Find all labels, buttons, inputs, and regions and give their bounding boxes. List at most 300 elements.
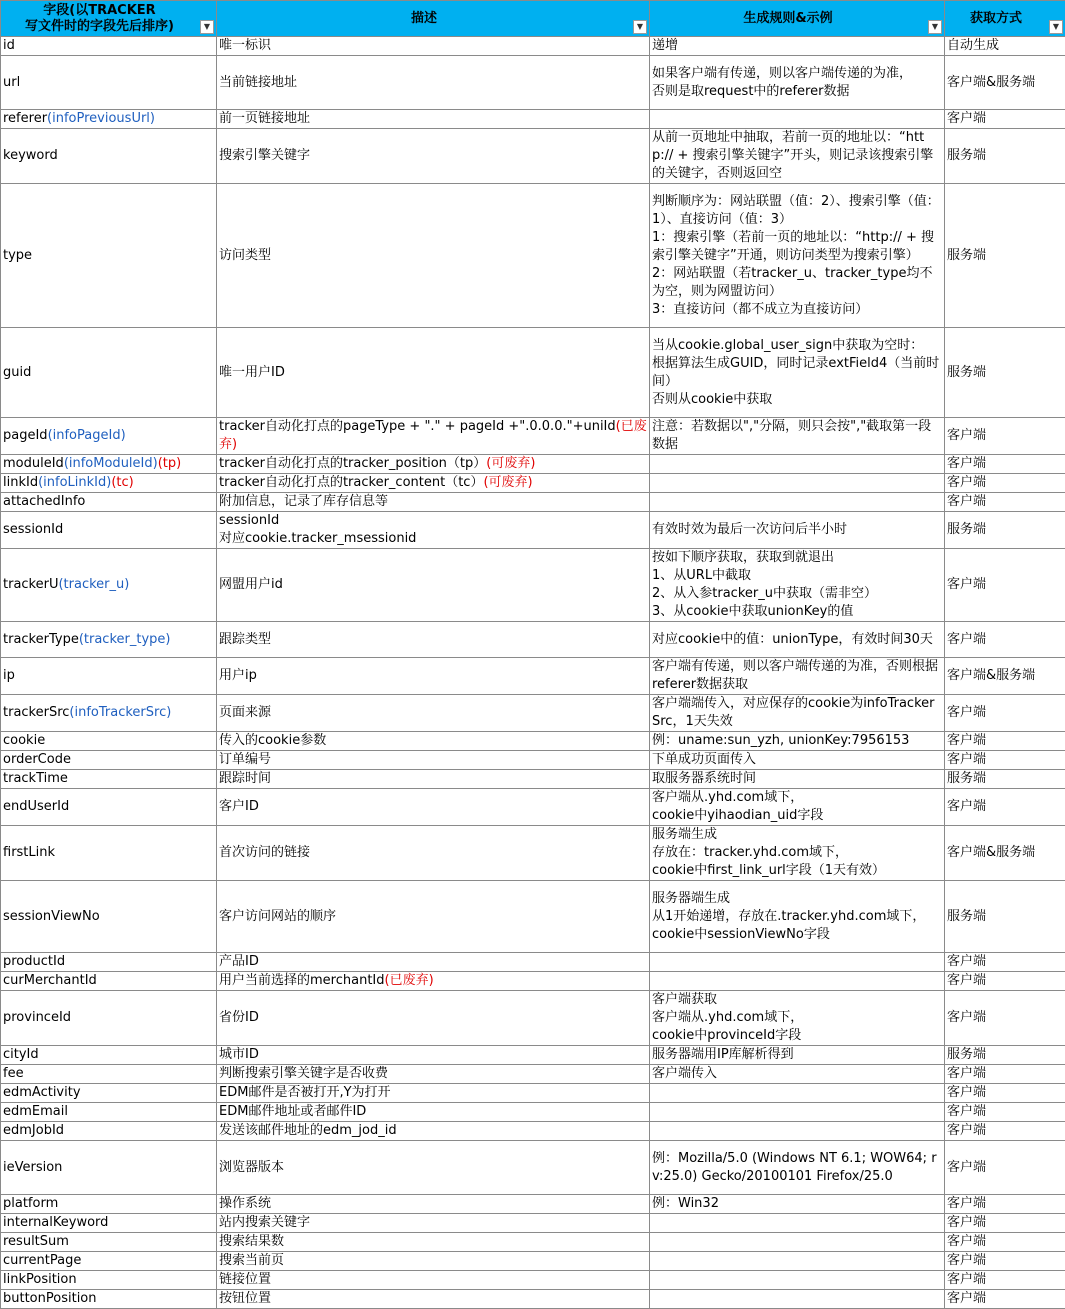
source-text: 客户端 <box>947 1215 986 1230</box>
description-cell[interactable] <box>217 695 650 732</box>
table-row <box>1 622 1065 658</box>
table-row <box>1 881 1065 953</box>
rule-line: 客户端传入 <box>652 1065 942 1083</box>
rule-cell[interactable] <box>650 1122 945 1141</box>
description-cell[interactable] <box>217 732 650 751</box>
description-cell[interactable] <box>217 328 650 418</box>
description-cell[interactable] <box>217 1141 650 1195</box>
field-name: moduleId <box>3 456 64 471</box>
source-cell[interactable] <box>945 953 1065 972</box>
field-cell[interactable] <box>1 455 217 474</box>
source-cell[interactable] <box>945 972 1065 991</box>
source-cell[interactable] <box>945 328 1065 418</box>
rule-cell[interactable] <box>650 1214 945 1233</box>
source-text: 服务端 <box>947 365 986 380</box>
description-text: 用户当前选择的merchantId <box>219 973 385 988</box>
description-text: tracker自动化打点的tracker_content（tc） <box>219 475 483 490</box>
table-row <box>1 512 1065 549</box>
rule-cell[interactable] <box>650 37 945 56</box>
rule-cell[interactable] <box>650 1103 945 1122</box>
source-cell[interactable] <box>945 770 1065 789</box>
description-text: 传入的cookie参数 <box>219 733 326 748</box>
rule-line: 客户端有传递，则以客户端传递的为准，否则根据referer数据获取 <box>652 658 942 694</box>
description-text: EDM邮件是否被打开,Y为打开 <box>219 1085 391 1100</box>
description-cell[interactable] <box>217 474 650 493</box>
rule-line: 例：uname:sun_yzh, unionKey:7956153 <box>652 732 942 750</box>
field-name: guid <box>3 365 31 380</box>
rule-cell[interactable] <box>650 695 945 732</box>
description-text: 城市ID <box>219 1047 259 1062</box>
header-description[interactable] <box>217 1 650 37</box>
header-field-line-1: 字段(以TRACKER <box>3 3 196 19</box>
rule-cell[interactable] <box>650 1046 945 1065</box>
rule-cell[interactable] <box>650 1065 945 1084</box>
field-cell[interactable] <box>1 751 217 770</box>
description-cell[interactable] <box>217 881 650 953</box>
dropdown-arrow-icon[interactable]: ▼ <box>633 20 647 34</box>
description-text: 首次访问的链接 <box>219 845 310 860</box>
rule-line: 下单成功页面传入 <box>652 751 942 769</box>
rule-line: 按如下顺序获取，获取到就退出 <box>652 549 942 567</box>
source-cell[interactable] <box>945 622 1065 658</box>
source-cell[interactable] <box>945 1214 1065 1233</box>
field-cell[interactable] <box>1 184 217 328</box>
field-name: sessionId <box>3 522 63 537</box>
source-text: 客户端 <box>947 1085 986 1100</box>
field-cell[interactable] <box>1 1103 217 1122</box>
rule-line: 客户端从.yhd.com域下， <box>652 1009 942 1027</box>
header-source-label: 获取方式 <box>947 11 1045 27</box>
field-cell[interactable] <box>1 1141 217 1195</box>
field-cell[interactable] <box>1 328 217 418</box>
table-row <box>1 695 1065 732</box>
table-row <box>1 1065 1065 1084</box>
table-row <box>1 418 1065 455</box>
field-name: resultSum <box>3 1234 69 1249</box>
deprecated-note: (可废弃) <box>483 475 532 490</box>
field-note: (tp) <box>158 456 182 471</box>
description-cell[interactable] <box>217 622 650 658</box>
description-cell[interactable] <box>217 991 650 1046</box>
source-cell[interactable] <box>945 1046 1065 1065</box>
description-cell[interactable] <box>217 455 650 474</box>
source-cell[interactable] <box>945 129 1065 184</box>
source-text: 客户端 <box>947 577 986 592</box>
field-cell[interactable] <box>1 770 217 789</box>
description-cell[interactable] <box>217 1195 650 1214</box>
field-name: endUserId <box>3 799 69 814</box>
field-name: trackerU <box>3 577 58 592</box>
description-cell[interactable] <box>217 826 650 881</box>
rule-line: 服务器端生成 <box>652 890 942 908</box>
rule-cell[interactable] <box>650 1271 945 1290</box>
rule-cell[interactable] <box>650 493 945 512</box>
source-cell[interactable] <box>945 549 1065 622</box>
table-row <box>1 1195 1065 1214</box>
description-cell[interactable] <box>217 110 650 129</box>
field-name: provinceId <box>3 1010 71 1025</box>
table-body <box>1 37 1065 1309</box>
source-cell[interactable] <box>945 826 1065 881</box>
field-cell[interactable] <box>1 1271 217 1290</box>
rule-line: 有效时效为最后一次访问后半小时 <box>652 521 942 539</box>
rule-line: 取服务器系统时间 <box>652 770 942 788</box>
source-text: 服务端 <box>947 909 986 924</box>
table-row <box>1 110 1065 129</box>
rule-line: 服务器端用IP库解析得到 <box>652 1046 942 1064</box>
source-text: 客户端 <box>947 632 986 647</box>
rule-cell[interactable] <box>650 658 945 695</box>
description-text: 访问类型 <box>219 248 271 263</box>
description-cell[interactable] <box>217 129 650 184</box>
rule-cell[interactable] <box>650 953 945 972</box>
rule-cell[interactable] <box>650 1252 945 1271</box>
description-text: 客户访问网站的顺序 <box>219 909 336 924</box>
description-text: 发送该邮件地址的edm_jod_id <box>219 1123 397 1138</box>
table-row <box>1 1252 1065 1271</box>
table-row <box>1 1233 1065 1252</box>
dropdown-arrow-icon[interactable]: ▼ <box>1049 20 1063 34</box>
description-cell[interactable] <box>217 37 650 56</box>
rule-line: 客户端从.yhd.com域下， <box>652 789 942 807</box>
source-cell[interactable] <box>945 418 1065 455</box>
header-field[interactable] <box>1 1 217 37</box>
table-row <box>1 1122 1065 1141</box>
field-cell[interactable] <box>1 474 217 493</box>
table-row <box>1 1290 1065 1309</box>
header-rule[interactable] <box>650 1 945 37</box>
field-cell[interactable] <box>1 512 217 549</box>
source-cell[interactable] <box>945 789 1065 826</box>
source-cell[interactable] <box>945 1252 1065 1271</box>
source-text: 客户端&服务端 <box>947 668 1035 683</box>
table-row <box>1 493 1065 512</box>
rule-line: 例：Mozilla/5.0 (Windows NT 6.1; WOW64; rv:25.0) Gecko/20100101 Firefox/25.0 <box>652 1150 942 1186</box>
field-cell[interactable] <box>1 953 217 972</box>
field-cell[interactable] <box>1 789 217 826</box>
source-cell[interactable] <box>945 881 1065 953</box>
rule-cell[interactable] <box>650 789 945 826</box>
table-row <box>1 826 1065 881</box>
rule-line: 否则从cookie中获取 <box>652 391 942 409</box>
description-cell[interactable] <box>217 493 650 512</box>
source-text: 客户端 <box>947 1253 986 1268</box>
description-text: 搜索引擎关键字 <box>219 148 310 163</box>
source-cell[interactable] <box>945 732 1065 751</box>
description-cell[interactable] <box>217 1065 650 1084</box>
field-cell[interactable] <box>1 549 217 622</box>
description-cell[interactable] <box>217 953 650 972</box>
field-name: trackerType <box>3 632 79 647</box>
table-row <box>1 972 1065 991</box>
field-name: edmJobId <box>3 1123 64 1138</box>
field-cell[interactable] <box>1 972 217 991</box>
field-name: internalKeyword <box>3 1215 108 1230</box>
source-cell[interactable] <box>945 1084 1065 1103</box>
field-cell[interactable] <box>1 110 217 129</box>
description-text: 当前链接地址 <box>219 75 297 90</box>
description-cell[interactable] <box>217 418 650 455</box>
source-text: 客户端 <box>947 954 986 969</box>
rule-cell[interactable] <box>650 770 945 789</box>
table-row <box>1 953 1065 972</box>
rule-cell[interactable] <box>650 418 945 455</box>
table-row <box>1 129 1065 184</box>
source-cell[interactable] <box>945 1141 1065 1195</box>
field-cell[interactable] <box>1 1084 217 1103</box>
description-text: 省份ID <box>219 1010 259 1025</box>
rule-cell[interactable] <box>650 1084 945 1103</box>
field-cell[interactable] <box>1 1195 217 1214</box>
source-cell[interactable] <box>945 1065 1065 1084</box>
source-cell[interactable] <box>945 37 1065 56</box>
field-cell[interactable] <box>1 991 217 1046</box>
field-name: sessionViewNo <box>3 909 100 924</box>
description-text: 网盟用户id <box>219 577 283 592</box>
rule-line: cookie中yihaodian_uid字段 <box>652 807 942 825</box>
header-row <box>1 1 1065 37</box>
header-field-line-2: 写文件时的字段先后排序) <box>3 19 196 35</box>
description-text: 前一页链接地址 <box>219 111 310 126</box>
field-cell[interactable] <box>1 658 217 695</box>
field-cell[interactable] <box>1 418 217 455</box>
source-text: 客户端 <box>947 1196 986 1211</box>
rule-line: 客户端端传入，对应保存的cookie为infoTrackerSrc，1天失效 <box>652 695 942 731</box>
field-cell[interactable] <box>1 881 217 953</box>
rule-line: 客户端获取 <box>652 991 942 1009</box>
rule-cell[interactable] <box>650 991 945 1046</box>
field-name: fee <box>3 1066 24 1081</box>
rule-line: 对应cookie中的值：unionType，有效时间30天 <box>652 631 942 649</box>
description-cell[interactable] <box>217 972 650 991</box>
description-text: 订单编号 <box>219 752 271 767</box>
source-cell[interactable] <box>945 1290 1065 1309</box>
description-text: 产品ID <box>219 954 259 969</box>
rule-line: cookie中first_link_url字段（1天有效） <box>652 862 942 880</box>
description-cell[interactable] <box>217 1084 650 1103</box>
deprecated-note: (已废弃) <box>219 419 647 452</box>
rule-cell[interactable] <box>650 751 945 770</box>
rule-cell[interactable] <box>650 56 945 110</box>
description-cell[interactable] <box>217 658 650 695</box>
description-cell[interactable] <box>217 751 650 770</box>
source-cell[interactable] <box>945 1122 1065 1141</box>
source-cell[interactable] <box>945 474 1065 493</box>
rule-cell[interactable] <box>650 972 945 991</box>
field-cell[interactable] <box>1 56 217 110</box>
rule-cell[interactable] <box>650 184 945 328</box>
field-cell[interactable] <box>1 695 217 732</box>
description-cell[interactable] <box>217 789 650 826</box>
field-name: url <box>3 75 20 90</box>
field-name: cityId <box>3 1047 39 1062</box>
description-cell[interactable] <box>217 512 650 549</box>
field-alias: (infoModuleId) <box>64 456 158 471</box>
table-row <box>1 184 1065 328</box>
source-cell[interactable] <box>945 110 1065 129</box>
source-cell[interactable] <box>945 56 1065 110</box>
source-text: 客户端 <box>947 428 986 443</box>
field-name: id <box>3 38 15 53</box>
source-text: 客户端 <box>947 1234 986 1249</box>
source-text: 客户端 <box>947 799 986 814</box>
rule-cell[interactable] <box>650 129 945 184</box>
table-row <box>1 1271 1065 1290</box>
source-cell[interactable] <box>945 512 1065 549</box>
rule-cell[interactable] <box>650 1195 945 1214</box>
field-name: linkId <box>3 475 38 490</box>
table-row <box>1 1103 1065 1122</box>
description-cell[interactable] <box>217 1046 650 1065</box>
rule-line: 存放在：tracker.yhd.com域下， <box>652 844 942 862</box>
rule-cell[interactable] <box>650 455 945 474</box>
field-cell[interactable] <box>1 1046 217 1065</box>
field-name: ieVersion <box>3 1160 62 1175</box>
rule-cell[interactable] <box>650 881 945 953</box>
field-name: edmEmail <box>3 1104 68 1119</box>
table-row <box>1 37 1065 56</box>
field-name: firstLink <box>3 845 55 860</box>
dropdown-arrow-icon[interactable]: ▼ <box>928 20 942 34</box>
rule-cell[interactable] <box>650 328 945 418</box>
rule-line: 1：搜索引擎（若前一页的地址以：“http:// + 搜索引擎关键字”开通，则访问类型为搜索引擎） <box>652 229 942 265</box>
source-text: 服务端 <box>947 1047 986 1062</box>
source-text: 客户端 <box>947 1104 986 1119</box>
field-alias: (tracker_type) <box>79 632 171 647</box>
rule-cell[interactable] <box>650 1233 945 1252</box>
header-source[interactable] <box>945 1 1065 37</box>
rule-line: 根据算法生成GUID，同时记录extField4（当前时间） <box>652 355 942 391</box>
description-cell[interactable] <box>217 1252 650 1271</box>
field-name: trackTime <box>3 771 68 786</box>
description-cell[interactable] <box>217 549 650 622</box>
rule-cell[interactable] <box>650 549 945 622</box>
source-cell[interactable] <box>945 991 1065 1046</box>
description-text: tracker自动化打点的tracker_position（tp） <box>219 456 486 471</box>
field-name: currentPage <box>3 1253 81 1268</box>
rule-cell[interactable] <box>650 622 945 658</box>
description-cell[interactable] <box>217 770 650 789</box>
source-cell[interactable] <box>945 751 1065 770</box>
deprecated-note: (可废弃) <box>486 456 535 471</box>
header-rule-label: 生成规则&示例 <box>652 11 924 27</box>
field-name: ip <box>3 668 15 683</box>
field-name: keyword <box>3 148 58 163</box>
field-cell[interactable] <box>1 1290 217 1309</box>
field-cell[interactable] <box>1 1122 217 1141</box>
description-cell[interactable] <box>217 1233 650 1252</box>
rule-line: 注意：若数据以","分隔，则只会按","截取第一段数据 <box>652 418 942 454</box>
source-text: 自动生成 <box>947 38 999 53</box>
rule-line: 从1开始递增，存放在.tracker.yhd.com域下， <box>652 908 942 926</box>
field-cell[interactable] <box>1 493 217 512</box>
description-cell[interactable] <box>217 56 650 110</box>
field-cell[interactable] <box>1 826 217 881</box>
description-cell[interactable] <box>217 1122 650 1141</box>
source-text: 客户端 <box>947 733 986 748</box>
rule-cell[interactable] <box>650 474 945 493</box>
description-text: 链接位置 <box>219 1272 271 1287</box>
description-cell[interactable] <box>217 1290 650 1309</box>
source-cell[interactable] <box>945 1271 1065 1290</box>
source-cell[interactable] <box>945 658 1065 695</box>
field-cell[interactable] <box>1 1065 217 1084</box>
table-row <box>1 1046 1065 1065</box>
source-text: 客户端 <box>947 752 986 767</box>
rule-line: 2、从入参tracker_u中获取（需非空） <box>652 585 942 603</box>
field-cell[interactable] <box>1 1214 217 1233</box>
rule-line: 3、从cookie中获取unionKey的值 <box>652 603 942 621</box>
field-cell[interactable] <box>1 732 217 751</box>
description-text: 唯一标识 <box>219 38 271 53</box>
rule-line: 判断顺序为：网站联盟（值：2）、搜索引擎（值：1）、直接访问（值：3） <box>652 193 942 229</box>
source-cell[interactable] <box>945 1195 1065 1214</box>
table-row <box>1 1214 1065 1233</box>
source-text: 客户端 <box>947 1066 986 1081</box>
source-text: 客户端 <box>947 494 986 509</box>
description-cell[interactable] <box>217 1214 650 1233</box>
description-text: EDM邮件地址或者邮件ID <box>219 1104 366 1119</box>
source-text: 客户端 <box>947 1291 986 1306</box>
field-name: platform <box>3 1196 58 1211</box>
source-cell[interactable] <box>945 184 1065 328</box>
source-text: 服务端 <box>947 148 986 163</box>
description-text: 搜索当前页 <box>219 1253 284 1268</box>
table-row <box>1 1084 1065 1103</box>
rule-cell[interactable] <box>650 1290 945 1309</box>
source-cell[interactable] <box>945 695 1065 732</box>
description-text: 附加信息，记录了库存信息等 <box>219 494 388 509</box>
table-row <box>1 328 1065 418</box>
source-cell[interactable] <box>945 455 1065 474</box>
table-row <box>1 658 1065 695</box>
field-cell[interactable] <box>1 622 217 658</box>
source-cell[interactable] <box>945 1233 1065 1252</box>
description-cell[interactable] <box>217 1103 650 1122</box>
source-cell[interactable] <box>945 1103 1065 1122</box>
field-cell[interactable] <box>1 129 217 184</box>
table-row <box>1 991 1065 1046</box>
rule-line: 否则是取request中的referer数据 <box>652 83 942 101</box>
field-cell[interactable] <box>1 1233 217 1252</box>
dropdown-arrow-icon[interactable]: ▼ <box>200 20 214 34</box>
field-name: pageId <box>3 428 48 443</box>
field-cell[interactable] <box>1 1252 217 1271</box>
field-cell[interactable] <box>1 37 217 56</box>
rule-cell[interactable] <box>650 110 945 129</box>
header-description-label: 描述 <box>219 11 629 27</box>
rule-cell[interactable] <box>650 512 945 549</box>
field-name: trackerSrc <box>3 705 69 720</box>
source-text: 客户端&服务端 <box>947 75 1035 90</box>
description-cell[interactable] <box>217 184 650 328</box>
rule-cell[interactable] <box>650 1141 945 1195</box>
source-text: 客户端 <box>947 973 986 988</box>
table-row <box>1 474 1065 493</box>
source-cell[interactable] <box>945 493 1065 512</box>
rule-line: 当从cookie.global_user_sign中获取为空时： <box>652 337 942 355</box>
rule-cell[interactable] <box>650 826 945 881</box>
rule-line: cookie中sessionViewNo字段 <box>652 926 942 944</box>
description-text: 跟踪时间 <box>219 771 271 786</box>
rule-cell[interactable] <box>650 732 945 751</box>
field-alias: (infoPreviousUrl) <box>47 111 155 126</box>
source-text: 客户端 <box>947 1010 986 1025</box>
table-row <box>1 56 1065 110</box>
description-cell[interactable] <box>217 1271 650 1290</box>
rule-line: 如果客户端有传递，则以客户端传递的为准， <box>652 65 942 83</box>
rule-line: 例：Win32 <box>652 1195 942 1213</box>
